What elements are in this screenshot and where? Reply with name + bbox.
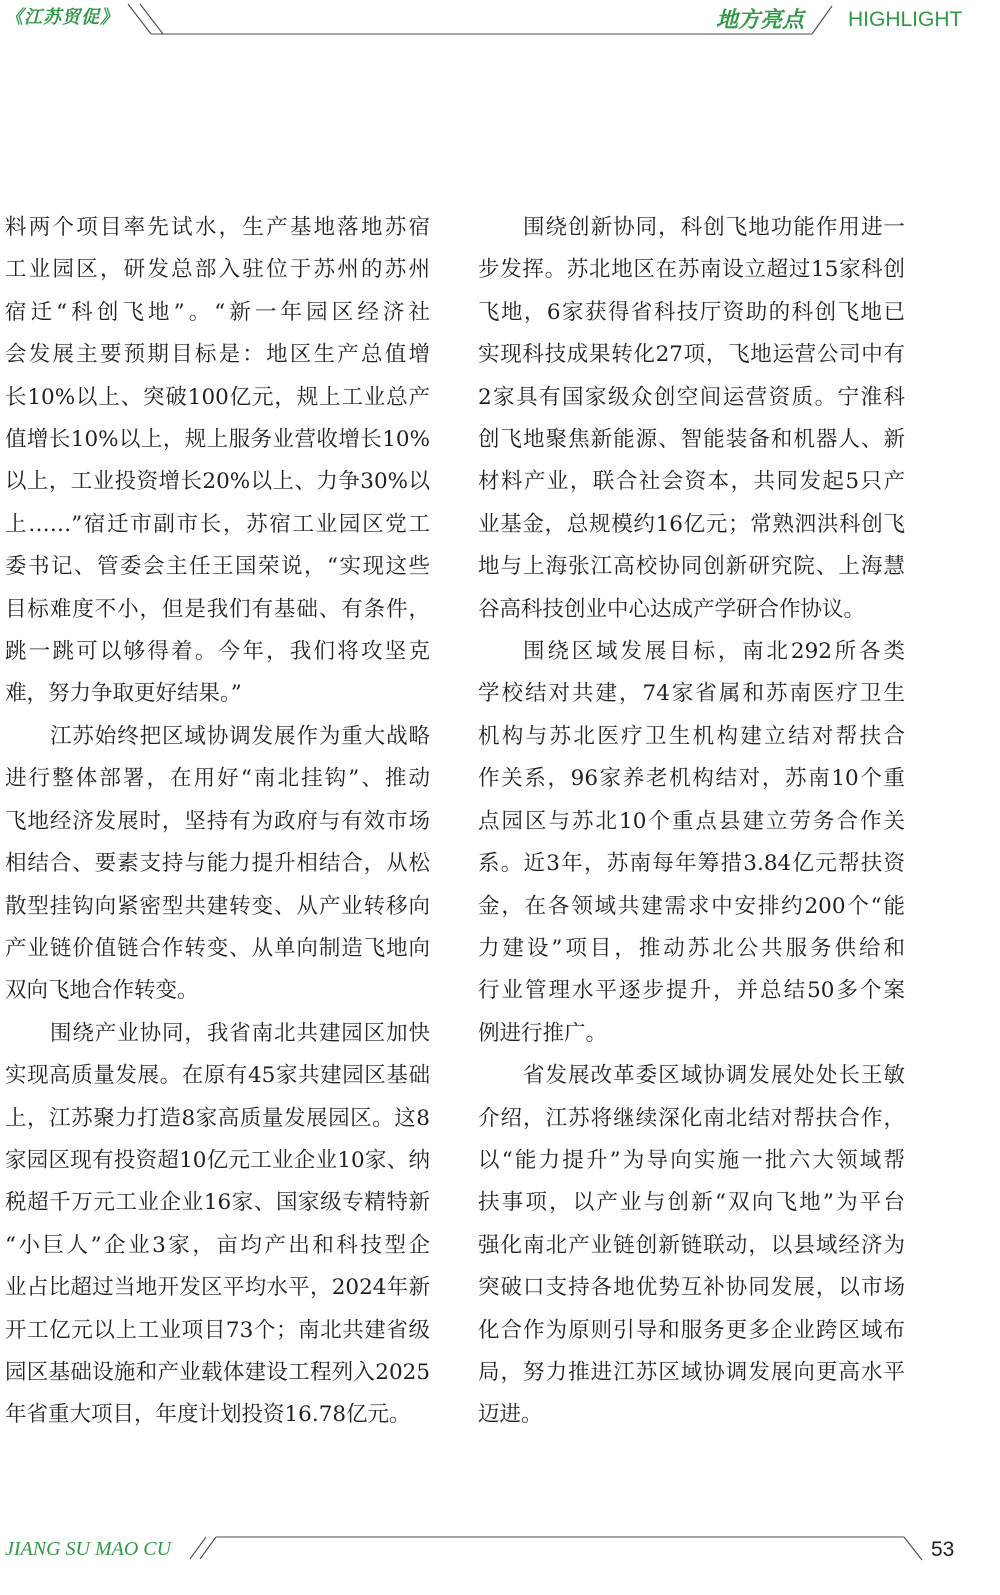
paragraph	[478, 1055, 905, 1437]
text-line: 省发展改革委区域协调发展处处长王敏	[523, 1063, 905, 1089]
text-line: 以上，工业投资增长20%以上、力争30%以	[5, 469, 430, 495]
header-slash-stroke	[812, 6, 832, 34]
magazine-title: 《江苏贸促》	[5, 7, 119, 28]
section-title-english: HIGHLIGHT	[848, 8, 963, 31]
text-line: 力建设”项目，推动苏北公共服务供给和	[478, 935, 905, 961]
footer-backslash-stroke	[904, 1537, 922, 1560]
text-line: 创飞地聚焦新能源、智能装备和机器人、新	[478, 427, 905, 453]
text-line: 园区基础设施和产业载体建设工程列入2025	[5, 1359, 430, 1385]
header-diagonal-stroke-2	[140, 4, 163, 34]
text-line: 介绍，江苏将继续深化南北结对帮扶合作，	[478, 1105, 905, 1131]
paragraph	[5, 1013, 430, 1437]
text-line: 上……”宿迁市副市长，苏宿工业园区党工	[5, 511, 430, 537]
text-line: 家园区现有投资超10亿元工业企业10家、纳	[5, 1147, 430, 1173]
article-column-right	[478, 207, 905, 1437]
text-line: 开工亿元以上工业项目73个；南北共建省级	[5, 1317, 430, 1343]
text-line: 围绕区域发展目标，南北292所各类	[523, 639, 905, 665]
text-line: 税超千万元工业企业16家、国家级专精特新	[5, 1190, 430, 1216]
text-line: 难，努力争取更好结果。”	[5, 681, 242, 707]
text-line: 江苏始终把区域协调发展作为重大战略	[50, 723, 430, 749]
text-line: 飞地，6家获得省科技厅资助的科创飞地已	[478, 299, 905, 325]
text-line: 长10%以上、突破100亿元，规上工业总产	[5, 384, 430, 410]
text-line: 业占比超过当地开发区平均水平，2024年新	[5, 1275, 430, 1301]
paragraph	[478, 207, 905, 631]
text-line: 年省重大项目，年度计划投资16.78亿元。	[5, 1402, 411, 1428]
text-line: 局，努力推进江苏区域协调发展向更高水平	[478, 1359, 905, 1385]
text-line: 散型挂钩向紧密型共建转变、从产业转移向	[5, 893, 430, 919]
paragraph	[5, 207, 430, 716]
text-line: 学校结对共建，74家省属和苏南医疗卫生	[478, 681, 905, 707]
text-line: 扶事项，以产业与创新“双向飞地”为平台	[478, 1190, 905, 1216]
text-line: “小巨人”企业3家，亩均产出和科技型企	[5, 1232, 430, 1258]
text-line: 行业管理水平逐步提升，并总结50多个案	[478, 978, 905, 1004]
text-line: 飞地经济发展时，坚持有为政府与有效市场	[5, 808, 430, 834]
text-line: 进行整体部署，在用好“南北挂钩”、推动	[5, 766, 430, 792]
text-line: 系。近3年，苏南每年筹措3.84亿元帮扶资	[478, 851, 905, 877]
text-line: 上，江苏聚力打造8家高质量发展园区。这8	[5, 1105, 430, 1131]
text-line: 金，在各领域共建需求中安排约200个“能	[478, 893, 905, 919]
text-line: 双向飞地合作转变。	[5, 978, 199, 1004]
page-number: 53	[931, 1538, 955, 1561]
footer-slash-stroke-2	[200, 1537, 216, 1559]
text-line: 目标难度不小，但是我们有基础、有条件，	[5, 596, 430, 622]
text-line: 委书记、管委会主任王国荣说，“实现这些	[5, 554, 430, 580]
text-line: 化合作为原则引导和服务更多企业跨区域布	[478, 1317, 905, 1343]
header-diagonal-stroke-1	[128, 4, 151, 34]
text-line: 宿迁“科创飞地”。“新一年园区经济社	[5, 299, 430, 325]
text-line: 会发展主要预期目标是：地区生产总值增	[5, 342, 430, 368]
text-line: 实现科技成果转化27项，飞地运营公司中有	[478, 342, 905, 368]
text-line: 料两个项目率先试水，生产基地落地苏宿	[5, 215, 430, 240]
text-line: 例进行推广。	[478, 1020, 608, 1046]
text-line: 机构与苏北医疗卫生机构建立结对帮扶合	[478, 723, 905, 749]
footer-slash-stroke-1	[190, 1537, 206, 1559]
footer-magazine-pinyin: JIANG SU MAO CU	[5, 1538, 172, 1560]
text-line: 谷高科技创业中心达成产学研合作协议。	[478, 596, 866, 622]
text-line: 材料产业，联合社会资本，共同发起5只产	[478, 469, 905, 495]
section-title: 地方亮点	[716, 7, 805, 33]
text-line: 值增长10%以上，规上服务业营收增长10%	[5, 427, 430, 453]
text-line: 实现高质量发展。在原有45家共建园区基础	[5, 1063, 430, 1089]
text-line: 产业链价值链合作转变、从单向制造飞地向	[5, 935, 430, 961]
text-line: 围绕创新协同，科创飞地功能作用进一	[523, 215, 905, 240]
text-line: 地与上海张江高校协同创新研究院、上海慧	[478, 554, 905, 580]
paragraph	[478, 631, 905, 1055]
text-line: 围绕产业协同，我省南北共建园区加快	[50, 1020, 430, 1046]
text-line: 点园区与苏北10个重点县建立劳务合作关	[478, 808, 905, 834]
text-line: 跳一跳可以够得着。今年，我们将攻坚克	[5, 639, 430, 665]
text-line: 强化南北产业链创新链联动，以县域经济为	[478, 1232, 905, 1258]
article-column-left	[5, 207, 430, 1437]
text-line: 相结合、要素支持与能力提升相结合，从松	[5, 851, 430, 877]
text-line: 业基金，总规模约16亿元；常熟泗洪科创飞	[478, 511, 905, 537]
text-line: 突破口支持各地优势互补协同发展，以市场	[478, 1275, 905, 1301]
text-line: 步发挥。苏北地区在苏南设立超过15家科创	[478, 257, 905, 283]
text-line: 作关系，96家养老机构结对，苏南10个重	[478, 766, 905, 792]
text-line: 工业园区，研发总部入驻位于苏州的苏州	[5, 257, 430, 283]
text-line: 以“能力提升”为导向实施一批六大领域帮	[478, 1147, 905, 1173]
text-line: 迈进。	[478, 1402, 543, 1428]
paragraph	[5, 716, 430, 1013]
text-line: 2家具有国家级众创空间运营资质。宁淮科	[478, 384, 905, 410]
